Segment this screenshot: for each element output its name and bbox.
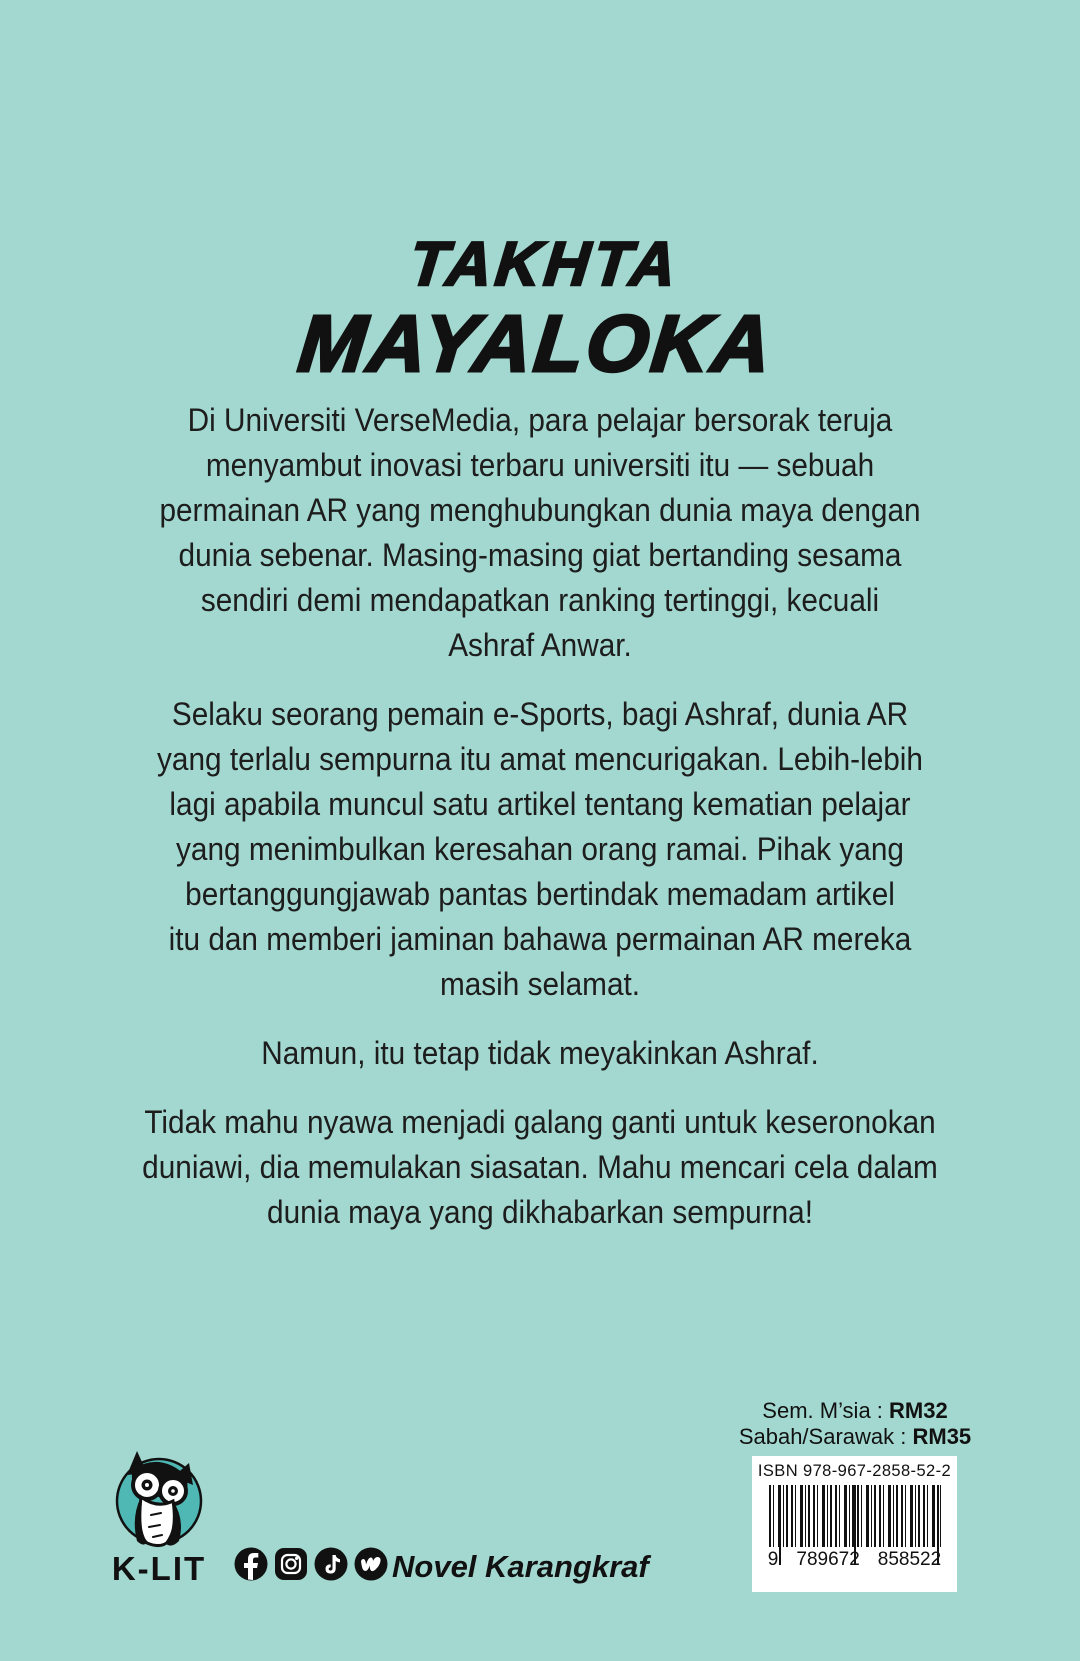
synopsis-line: yang terlalu sempurna itu amat mencurigakan. Lebih-lebih — [157, 741, 923, 777]
book-title — [0, 230, 1080, 388]
synopsis-line: dunia sebenar. Masing-masing giat bertanding sesama — [178, 537, 902, 573]
k-lit-imprint-label: K-LIT — [111, 1550, 207, 1587]
publisher-label: Novel Karangkraf — [392, 1549, 649, 1584]
synopsis-line: dunia maya yang dikhabarkan sempurna! — [267, 1194, 813, 1230]
synopsis-line: itu dan memberi jaminan bahawa permainan AR mereka — [168, 921, 912, 957]
synopsis-line: yang menimbulkan keresahan orang ramai. Pihak yang — [176, 831, 904, 867]
synopsis-line: lagi apabila muncul satu artikel tentang kematian pelajar — [169, 786, 911, 822]
synopsis-line: menyambut inovasi terbaru universiti itu — sebuah — [205, 447, 875, 483]
wattpad-icon — [354, 1547, 388, 1581]
price-block — [720, 1398, 990, 1450]
book-title-line1: TAKHTA — [406, 230, 684, 299]
price-line-semenanjung — [720, 1398, 990, 1424]
synopsis-paragraph-2 — [38, 692, 1042, 1007]
synopsis-line: masih selamat. — [439, 966, 641, 1002]
synopsis-line: permainan AR yang menghubungkan dunia maya dengan — [159, 492, 921, 528]
barcode-digit-group: 858522 — [877, 1549, 942, 1570]
price-line-sabah-sarawak — [720, 1424, 990, 1450]
price-label: Sem. M’sia : — [762, 1398, 890, 1423]
price-value: RM35 — [912, 1424, 972, 1449]
synopsis-line: Di Universiti VerseMedia, para pelajar bersorak teruja — [187, 402, 893, 438]
barcode-bars-icon — [769, 1485, 941, 1547]
synopsis-line: sendiri demi mendapatkan ranking tertinggi, kecuali — [200, 582, 880, 618]
price-label: Sabah/Sarawak : — [738, 1424, 913, 1449]
facebook-icon — [234, 1547, 268, 1581]
price-value: RM32 — [889, 1398, 948, 1423]
book-title-line2: MAYALOKA — [294, 299, 779, 388]
k-lit-owl-logo-icon — [103, 1443, 215, 1555]
synopsis-line: duniawi, dia memulakan siasatan. Mahu mencari cela dalam — [142, 1149, 938, 1185]
synopsis-paragraph-1 — [38, 398, 1042, 668]
barcode-digit-group: 789672 — [796, 1549, 860, 1570]
synopsis — [38, 398, 1042, 1259]
synopsis-line: Ashraf Anwar. — [448, 627, 632, 663]
barcode-digit-group: 9 — [767, 1549, 779, 1570]
synopsis-line: Namun, itu tetap tidak meyakinkan Ashraf. — [261, 1035, 819, 1071]
tiktok-icon — [314, 1547, 348, 1581]
synopsis-paragraph-4 — [38, 1100, 1042, 1235]
barcode-digits — [768, 1549, 941, 1571]
synopsis-line: Tidak mahu nyawa menjadi galang ganti untuk keseronokan — [144, 1104, 936, 1140]
synopsis-line: bertanggungjawab pantas bertindak memadam artikel — [185, 876, 895, 912]
isbn-barcode — [752, 1456, 957, 1592]
synopsis-paragraph-3 — [38, 1031, 1042, 1076]
social-icons-row — [234, 1547, 388, 1581]
isbn-label: ISBN 978-967-2858-52-2 — [757, 1462, 952, 1480]
synopsis-line: Selaku seorang pemain e-Sports, bagi Ashraf, dunia AR — [171, 696, 909, 732]
instagram-icon — [274, 1547, 308, 1581]
